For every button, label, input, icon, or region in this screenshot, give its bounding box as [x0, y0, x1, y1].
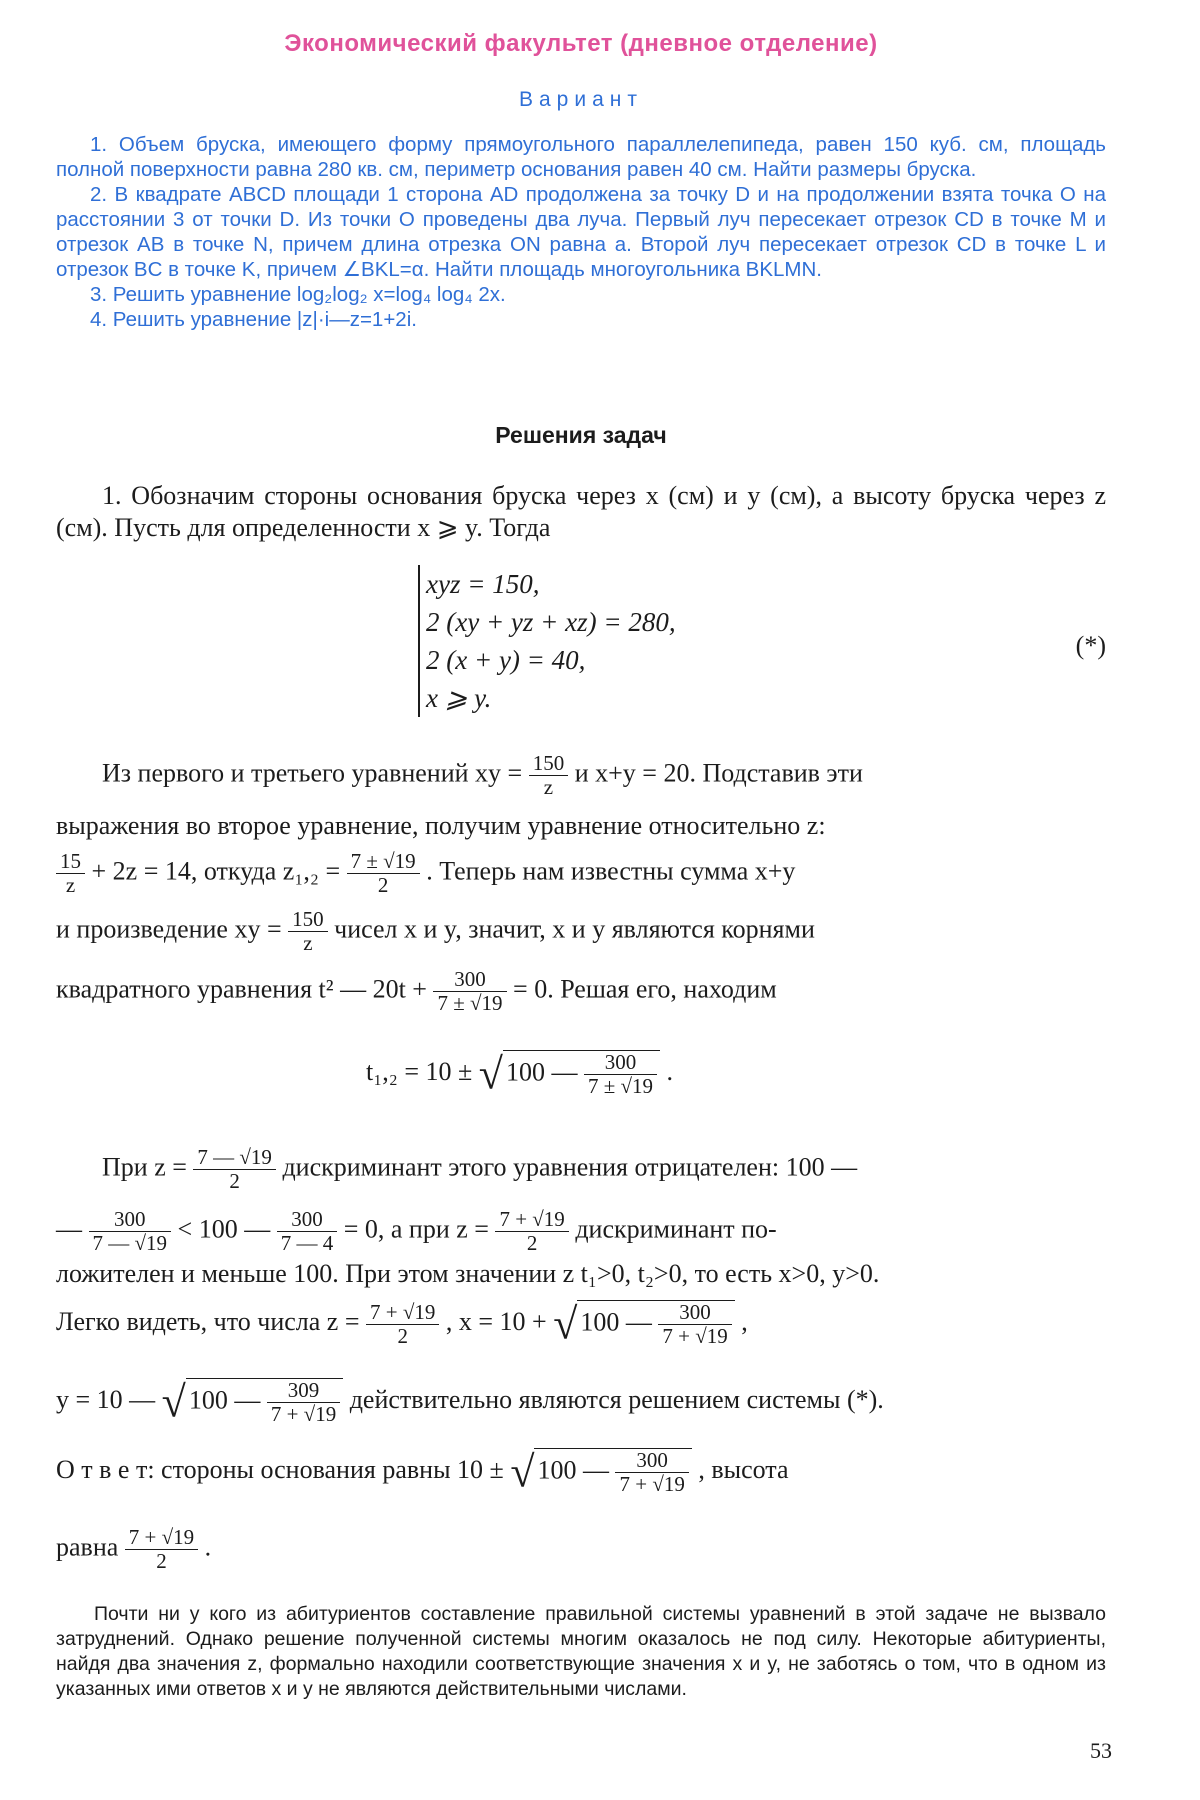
radicand: [503, 1050, 660, 1098]
text-fragment: . Теперь нам известны сумма x+y: [426, 856, 796, 886]
fraction: [615, 1449, 688, 1496]
solution-line-7: [102, 1146, 857, 1193]
footnote: [56, 1602, 1106, 1702]
page-number: 53: [1090, 1738, 1112, 1763]
text-fragment: 100 —: [188, 1385, 261, 1415]
text-fragment: = 0, а при z =: [343, 1214, 489, 1244]
text-fragment: y = 10 —: [56, 1384, 156, 1414]
text-fragment: .: [204, 1532, 212, 1562]
denominator: 7 + √19: [619, 1472, 685, 1496]
denominator: z: [303, 931, 313, 955]
text-fragment: < 100 —: [177, 1214, 271, 1244]
variant-label: Вариант: [519, 88, 643, 111]
text-fragment: t₁,₂ = 10 ±: [366, 1056, 473, 1086]
numerator: 15: [56, 850, 85, 874]
sqrt-icon: √: [510, 1447, 535, 1497]
numerator: 300: [584, 1051, 657, 1075]
denominator: 7 ± √19: [587, 1074, 654, 1098]
text-fragment: квадратного уравнения t² — 20t +: [56, 974, 427, 1004]
sqrt-icon: √: [553, 1299, 578, 1349]
numerator: 7 — √19: [193, 1146, 276, 1170]
fraction: [347, 850, 420, 897]
roots-formula: [366, 1050, 673, 1098]
denominator: z: [65, 873, 76, 897]
fraction: [277, 1208, 338, 1255]
page: [56, 0, 1112, 1800]
text-fragment: и x+y = 20. Подставив эти: [574, 758, 863, 788]
fraction: [658, 1301, 731, 1348]
text-fragment: —: [56, 1214, 82, 1244]
solution-line-9: ложителен и меньше 100. При этом значении z t₁>0, t₂>0, то есть x>0, y>0.: [56, 1259, 880, 1288]
text-fragment: , x = 10 +: [445, 1306, 547, 1336]
problem-3: 3. Решить уравнение log₂log₂ x=log₄ log₄ 2x.: [90, 283, 506, 306]
denominator: 7 — 4: [280, 1231, 334, 1255]
text-fragment: , высота: [698, 1454, 789, 1484]
numerator: 7 ± √19: [347, 850, 420, 874]
fraction: [529, 752, 569, 799]
denominator: 2: [526, 1231, 538, 1255]
problem-4: 4. Решить уравнение |z|·i—z=1+2i.: [90, 308, 417, 331]
square-root: [553, 1300, 735, 1348]
denominator: 2: [156, 1549, 167, 1573]
system-eq-3: 2 (x + y) = 40,: [426, 645, 586, 675]
text-fragment: О т в е т: стороны основания равны 10 ±: [56, 1454, 504, 1484]
system-eq-1: xyz = 150,: [426, 569, 540, 599]
numerator: 300: [89, 1208, 172, 1232]
text-fragment: и произведение xy =: [56, 914, 282, 944]
text-fragment: равна: [56, 1532, 119, 1562]
solution-line-2: выражения во второе уравнение, получим уравнение относительно z:: [56, 811, 826, 840]
numerator: 150: [529, 752, 569, 776]
solution-line-5: [56, 968, 777, 1015]
radicand: [186, 1378, 343, 1426]
solution-line-11: [56, 1378, 884, 1426]
solution-line-8: [56, 1208, 777, 1255]
denominator: 2: [377, 873, 389, 897]
solution-intro: [56, 480, 1106, 544]
equation-system: [418, 565, 676, 717]
text-fragment: + 2z = 14, откуда z₁,₂ =: [91, 856, 341, 886]
text-fragment: чисел x и y, значит, x и y являются корнями: [334, 914, 815, 944]
denominator: z: [543, 775, 554, 799]
text-fragment: 100 —: [505, 1057, 578, 1087]
fraction: [56, 850, 85, 897]
radicand: [577, 1300, 734, 1348]
solutions-heading: Решения задач: [495, 422, 667, 448]
system-eq-2: 2 (xy + yz + xz) = 280,: [426, 607, 676, 637]
text-fragment: Из первого и третьего уравнений xy =: [102, 758, 523, 788]
answer-height-line: [56, 1526, 211, 1573]
fraction: [433, 968, 506, 1015]
radicand: [534, 1448, 691, 1496]
text-fragment: ,: [741, 1306, 748, 1336]
numerator: 300: [277, 1208, 338, 1232]
square-root: [510, 1448, 692, 1496]
denominator: 2: [229, 1169, 240, 1193]
problem-2: 2. В квадрате ABCD площади 1 сторона AD продолжена за точку D и на продолжении взята точка O на расстоянии 3 от точки D. Из точки O проведены два луча. Первый луч пересекает отрезок CD в точке M и отрезок AB в точке N, причем длина отрезка ON равна a. Второй луч пересекает отрезок CD в точке L и отрезок BC в точке K, причем ∠BKL=α. Найти площадь многоугольника BKLMN.: [56, 183, 1106, 281]
fraction: [584, 1051, 657, 1098]
text-fragment: = 0. Решая его, находим: [513, 974, 777, 1004]
answer-line: [56, 1448, 789, 1496]
text-fragment: При z =: [102, 1152, 187, 1182]
numerator: 7 + √19: [495, 1208, 568, 1232]
numerator: 150: [288, 908, 328, 932]
text-fragment: Легко видеть, что числа z =: [56, 1306, 360, 1336]
denominator: 7 ± √19: [437, 991, 503, 1015]
square-root: [479, 1050, 660, 1098]
denominator: 7 + √19: [270, 1402, 337, 1426]
numerator: 7 + √19: [125, 1526, 198, 1550]
system-mark: (*): [1075, 631, 1106, 660]
problem-1: 1. Объем бруска, имеющего форму прямоугольного параллелепипеда, равен 150 куб. см, площадь полной поверхности равна 280 кв. см, периметр основания равен 40 см. Найти размеры бруска.: [56, 133, 1106, 181]
solution-line-1: [102, 752, 863, 799]
text-fragment: 100 —: [580, 1307, 652, 1337]
numerator: 309: [267, 1379, 340, 1403]
fraction: [125, 1526, 198, 1573]
sqrt-icon: √: [161, 1377, 186, 1427]
solution-line-10: [56, 1300, 748, 1348]
solution-line-3: [56, 850, 795, 897]
numerator: 300: [658, 1301, 731, 1325]
numerator: 300: [615, 1449, 688, 1473]
text-fragment: действительно являются решением системы (*).: [349, 1384, 884, 1414]
sqrt-icon: √: [478, 1049, 503, 1099]
fraction: [89, 1208, 172, 1255]
square-root: [162, 1378, 344, 1426]
footnote-text: Почти ни у кого из абитуриентов составление правильной системы уравнений в этой задаче не вызвало затруднений. Однако решение полученной системы многим оказалось не под силу. Некоторые абитуриенты, найдя два значения z, формально находили соответствующие значения x и y, не заботясь о том, что в одном из указанных ими ответов x и y не являются действительными числами.: [56, 1603, 1106, 1700]
fraction: [366, 1301, 439, 1348]
fraction: [267, 1379, 340, 1426]
numerator: 7 + √19: [366, 1301, 439, 1325]
text-fragment: дискриминант этого уравнения отрицателен: 100 —: [282, 1152, 858, 1182]
text-fragment: 100 —: [537, 1455, 609, 1485]
fraction: [193, 1146, 276, 1193]
problem-list: [56, 132, 1106, 332]
fraction: [495, 1208, 568, 1255]
denominator: 7 — √19: [92, 1231, 168, 1255]
text-fragment: .: [666, 1056, 674, 1086]
denominator: 7 + √19: [662, 1324, 728, 1348]
denominator: 2: [397, 1323, 408, 1348]
numerator: 300: [433, 968, 506, 992]
system-eq-4: x ⩾ y.: [426, 683, 492, 713]
solution-intro-text: 1. Обозначим стороны основания бруска через x (см) и y (см), а высоту бруска через z (см). Пусть для определенности x ⩾ y. Тогда: [56, 481, 1106, 542]
text-fragment: дискриминант по-: [575, 1214, 777, 1244]
faculty-title: Экономический факультет (дневное отделение): [284, 30, 878, 57]
solution-line-4: [56, 908, 815, 955]
fraction: [288, 908, 328, 955]
